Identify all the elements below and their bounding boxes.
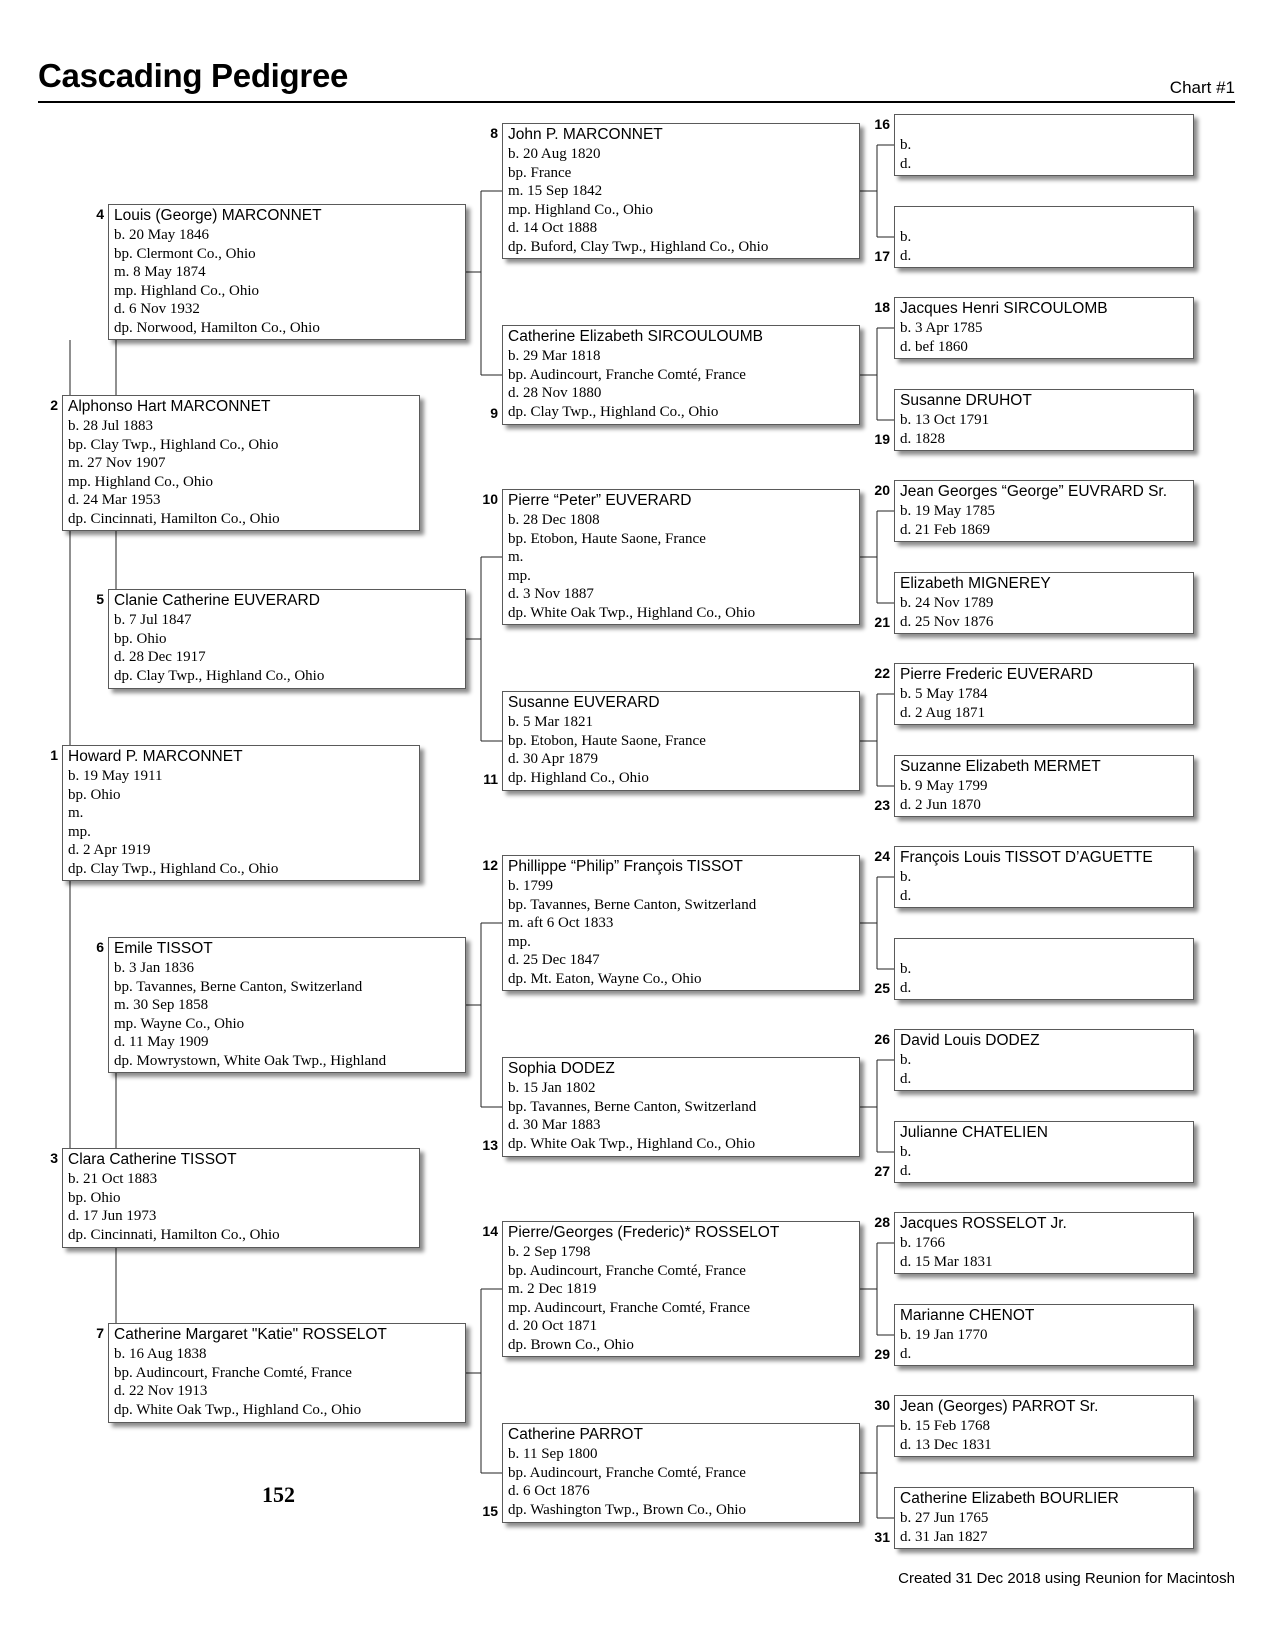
person-detail-line: bp. Etobon, Haute Saone, France [508, 530, 706, 547]
person-box-22 [894, 663, 1194, 725]
person-detail-line: b. 1799 [508, 878, 553, 894]
person-number: 8 [490, 125, 498, 141]
person-box-26 [894, 1029, 1194, 1091]
person-name: Jean Georges “George” EUVRARD Sr. [900, 483, 1168, 500]
person-detail-line: d. bef 1860 [900, 338, 968, 355]
person-box-17 [894, 206, 1194, 268]
person-number: 20 [874, 482, 890, 498]
person-number: 2 [50, 397, 58, 413]
person-detail-line: b. 1766 [900, 1235, 945, 1251]
person-box-20 [894, 480, 1194, 542]
person-detail-line: bp. Audincourt, Franche Comté, France [508, 1262, 746, 1279]
person-name: Clanie Catherine EUVERARD [114, 592, 320, 609]
person-detail-line: b. [900, 1144, 912, 1160]
person-detail-line: b. 19 May 1911 [68, 768, 163, 784]
person-detail-line: m. aft 6 Oct 1833 [508, 915, 614, 931]
person-name: John P. MARCONNET [508, 126, 663, 143]
person-detail-line: dp. Cincinnati, Hamilton Co., Ohio [68, 1226, 280, 1243]
person-number: 6 [96, 939, 104, 955]
person-name: François Louis TISSOT D’AGUETTE [900, 849, 1153, 866]
person-detail-line: b. [900, 229, 912, 245]
person-detail-line: dp. Washington Twp., Brown Co., Ohio [508, 1501, 747, 1518]
person-detail-line: b. [900, 137, 912, 153]
person-detail-line: d. 28 Dec 1917 [114, 649, 206, 665]
person-box-10 [502, 489, 860, 625]
person-detail-line: m. 27 Nov 1907 [68, 455, 166, 471]
person-number: 5 [96, 591, 104, 607]
person-detail-line: d. 2 Apr 1919 [68, 842, 151, 858]
person-detail-line: mp. [68, 823, 91, 840]
person-box-19 [894, 389, 1194, 451]
person-name [900, 208, 1188, 228]
page-number: 152 [262, 1482, 295, 1507]
person-number: 16 [874, 116, 890, 132]
person-detail-line: d. 17 Jun 1973 [68, 1208, 157, 1224]
person-box-7 [108, 1323, 466, 1423]
person-detail-line: bp. France [508, 164, 572, 181]
person-detail-line: bp. Etobon, Haute Saone, France [508, 732, 706, 749]
person-name: Emile TISSOT [114, 940, 213, 957]
person-name: Catherine Margaret "Katie" ROSSELOT [114, 1326, 387, 1343]
person-name: Pierre Frederic EUVERARD [900, 666, 1093, 683]
person-detail-line: d. [900, 1162, 912, 1179]
person-detail-line: bp. Clay Twp., Highland Co., Ohio [68, 436, 279, 453]
person-detail-line: d. 25 Dec 1847 [508, 952, 600, 968]
person-number: 25 [874, 980, 890, 996]
person-number: 22 [874, 665, 890, 681]
person-number: 12 [482, 857, 498, 873]
person-number: 1 [50, 747, 58, 763]
person-detail-line: b. 3 Jan 1836 [114, 960, 194, 976]
person-box-6 [108, 937, 466, 1073]
person-detail-line: dp. Clay Twp., Highland Co., Ohio [114, 667, 325, 684]
person-box-13 [502, 1057, 860, 1157]
person-name: Marianne CHENOT [900, 1307, 1035, 1324]
person-name [900, 116, 1188, 136]
person-detail-line: dp. Buford, Clay Twp., Highland Co., Ohio [508, 238, 769, 255]
person-detail-line: d. [900, 1070, 912, 1087]
person-detail-line: d. [900, 887, 912, 904]
person-detail-line: b. 15 Feb 1768 [900, 1418, 990, 1434]
person-detail-line: dp. Cincinnati, Hamilton Co., Ohio [68, 510, 280, 527]
person-number: 3 [50, 1150, 58, 1166]
person-box-27 [894, 1121, 1194, 1183]
person-name [900, 940, 1188, 960]
person-number: 10 [482, 491, 498, 507]
person-detail-line: d. 25 Nov 1876 [900, 613, 994, 630]
person-name: Sophia DODEZ [508, 1060, 615, 1077]
person-detail-line: b. [900, 1052, 912, 1068]
person-detail-line: mp. Highland Co., Ohio [68, 473, 213, 490]
person-number: 26 [874, 1031, 890, 1047]
person-detail-line: d. 14 Oct 1888 [508, 220, 598, 236]
person-name: Clara Catherine TISSOT [68, 1151, 237, 1168]
person-name: Louis (George) MARCONNET [114, 207, 322, 224]
person-number: 31 [874, 1529, 890, 1545]
person-box-16 [894, 114, 1194, 176]
person-box-11 [502, 691, 860, 791]
person-box-18 [894, 297, 1194, 359]
person-detail-line: mp. Wayne Co., Ohio [114, 1015, 245, 1032]
person-box-15 [502, 1423, 860, 1523]
person-detail-line: dp. Clay Twp., Highland Co., Ohio [508, 403, 719, 420]
person-box-9 [502, 325, 860, 425]
person-number: 17 [874, 248, 890, 264]
person-detail-line: b. 7 Jul 1847 [114, 612, 192, 628]
person-box-2 [62, 395, 420, 531]
person-detail-line: b. 28 Dec 1808 [508, 512, 600, 528]
person-detail-line: dp. Norwood, Hamilton Co., Ohio [114, 319, 320, 336]
person-detail-line: b. 19 Jan 1770 [900, 1327, 988, 1343]
person-number: 9 [490, 405, 498, 421]
person-detail-line: mp. [508, 933, 531, 950]
person-number: 14 [482, 1223, 498, 1239]
person-detail-line: d. 3 Nov 1887 [508, 586, 594, 602]
person-detail-line: d. 11 May 1909 [114, 1034, 209, 1050]
person-detail-line: dp. White Oak Twp., Highland Co., Ohio [114, 1401, 362, 1418]
person-name: Jean (Georges) PARROT Sr. [900, 1398, 1099, 1415]
person-detail-line: mp. [508, 567, 531, 584]
person-name: Pierre “Peter” EUVERARD [508, 492, 692, 509]
person-detail-line: dp. White Oak Twp., Highland Co., Ohio [508, 1135, 756, 1152]
person-detail-line: b. 19 May 1785 [900, 503, 995, 519]
person-detail-line: m. 15 Sep 1842 [508, 183, 603, 199]
person-detail-line: d. 20 Oct 1871 [508, 1318, 598, 1334]
person-box-30 [894, 1395, 1194, 1457]
person-detail-line: d. 31 Jan 1827 [900, 1528, 988, 1545]
person-detail-line: dp. Clay Twp., Highland Co., Ohio [68, 860, 279, 877]
person-detail-line: dp. Mowrystown, White Oak Twp., Highland [114, 1052, 387, 1069]
person-box-24 [894, 846, 1194, 908]
person-detail-line: d. 2 Aug 1871 [900, 704, 986, 721]
chart-number: Chart #1 [1169, 78, 1235, 97]
person-box-1 [62, 745, 420, 881]
person-detail-line: dp. Highland Co., Ohio [508, 769, 649, 786]
person-box-29 [894, 1304, 1194, 1366]
person-box-25 [894, 938, 1194, 1000]
person-box-23 [894, 755, 1194, 817]
person-detail-line: dp. White Oak Twp., Highland Co., Ohio [508, 604, 756, 621]
person-detail-line: bp. Tavannes, Berne Canton, Switzerland [508, 1098, 757, 1115]
person-box-5 [108, 589, 466, 689]
person-detail-line: bp. Tavannes, Berne Canton, Switzerland [114, 978, 363, 995]
person-detail-line: b. 2 Sep 1798 [508, 1244, 591, 1260]
person-number: 24 [874, 848, 890, 864]
person-box-14 [502, 1221, 860, 1357]
person-name: Susanne DRUHOT [900, 392, 1032, 409]
person-detail-line: m. 8 May 1874 [114, 264, 206, 280]
person-detail-line: m. [508, 549, 524, 565]
person-box-3 [62, 1148, 420, 1248]
person-detail-line: b. 20 May 1846 [114, 227, 209, 243]
person-detail-line: bp. Ohio [68, 786, 121, 803]
person-detail-line: b. 5 May 1784 [900, 686, 988, 702]
person-number: 4 [96, 206, 104, 222]
person-number: 15 [482, 1503, 498, 1519]
person-number: 27 [874, 1163, 890, 1179]
person-name: David Louis DODEZ [900, 1032, 1040, 1049]
person-detail-line: bp. Audincourt, Franche Comté, France [508, 1464, 746, 1481]
person-number: 11 [483, 771, 498, 787]
person-detail-line: mp. Highland Co., Ohio [508, 201, 653, 218]
person-number: 18 [874, 299, 890, 315]
person-box-12 [502, 855, 860, 991]
person-detail-line: d. 2 Jun 1870 [900, 796, 981, 813]
person-detail-line: b. 15 Jan 1802 [508, 1080, 596, 1096]
person-detail-line: b. [900, 961, 912, 977]
person-detail-line: d. 21 Feb 1869 [900, 521, 990, 538]
person-detail-line: b. 13 Oct 1791 [900, 412, 990, 428]
person-detail-line: bp. Ohio [68, 1189, 121, 1206]
person-detail-line: bp. Audincourt, Franche Comté, France [114, 1364, 352, 1381]
person-detail-line: b. 29 Mar 1818 [508, 348, 601, 364]
person-name: Suzanne Elizabeth MERMET [900, 758, 1101, 775]
footer-credit: Created 31 Dec 2018 using Reunion for Macintosh [898, 1570, 1235, 1587]
person-detail-line: b. 24 Nov 1789 [900, 595, 994, 611]
person-detail-line: b. 9 May 1799 [900, 778, 988, 794]
person-number: 29 [874, 1346, 890, 1362]
person-name: Catherine PARROT [508, 1426, 643, 1443]
person-detail-line: d. 15 Mar 1831 [900, 1253, 993, 1270]
person-detail-line: bp. Ohio [114, 630, 167, 647]
person-detail-line: d. 24 Mar 1953 [68, 492, 161, 508]
person-detail-line: d. [900, 155, 912, 172]
person-detail-line: bp. Tavannes, Berne Canton, Switzerland [508, 896, 757, 913]
person-detail-line: b. 5 Mar 1821 [508, 714, 593, 730]
person-box-21 [894, 572, 1194, 634]
person-number: 13 [482, 1137, 498, 1153]
person-detail-line: d. 28 Nov 1880 [508, 385, 602, 401]
person-detail-line: mp. Audincourt, Franche Comté, France [508, 1299, 751, 1316]
person-detail-line: d. 6 Nov 1932 [114, 301, 200, 317]
person-name: Susanne EUVERARD [508, 694, 660, 711]
person-detail-line: b. 20 Aug 1820 [508, 146, 601, 162]
person-detail-line: m. 30 Sep 1858 [114, 997, 209, 1013]
person-name: Pierre/Georges (Frederic)* ROSSELOT [508, 1224, 780, 1241]
person-number: 30 [874, 1397, 890, 1413]
person-detail-line: m. 2 Dec 1819 [508, 1281, 597, 1297]
person-number: 23 [874, 797, 890, 813]
person-detail-line: bp. Audincourt, Franche Comté, France [508, 366, 746, 383]
person-detail-line: bp. Clermont Co., Ohio [114, 245, 256, 262]
person-number: 28 [874, 1214, 890, 1230]
person-detail-line: d. 30 Mar 1883 [508, 1117, 601, 1133]
person-detail-line: b. 21 Oct 1883 [68, 1171, 158, 1187]
person-name: Julianne CHATELIEN [900, 1124, 1048, 1141]
person-detail-line: d. 6 Oct 1876 [508, 1483, 590, 1499]
page-title: Cascading Pedigree [38, 57, 349, 94]
person-box-28 [894, 1212, 1194, 1274]
person-name: Catherine Elizabeth SIRCOULOUMB [508, 328, 763, 345]
person-box-4 [108, 204, 466, 340]
person-detail-line: b. 28 Jul 1883 [68, 418, 154, 434]
person-detail-line: b. 16 Aug 1838 [114, 1346, 207, 1362]
person-number: 19 [874, 431, 890, 447]
person-detail-line: d. [900, 979, 912, 996]
person-detail-line: mp. Highland Co., Ohio [114, 282, 259, 299]
person-detail-line: d. 22 Nov 1913 [114, 1383, 208, 1399]
person-name: Howard P. MARCONNET [68, 748, 243, 765]
person-detail-line: d. 1828 [900, 430, 945, 447]
person-detail-line: m. [68, 805, 84, 821]
person-name: Phillippe “Philip” François TISSOT [508, 858, 743, 875]
person-detail-line: b. 27 Jun 1765 [900, 1510, 989, 1526]
person-detail-line: dp. Brown Co., Ohio [508, 1336, 634, 1353]
person-detail-line: dp. Mt. Eaton, Wayne Co., Ohio [508, 970, 702, 987]
person-detail-line: d. 13 Dec 1831 [900, 1436, 992, 1453]
person-name: Jacques Henri SIRCOULOMB [900, 300, 1108, 317]
person-box-31 [894, 1487, 1194, 1549]
person-detail-line: d. [900, 247, 912, 264]
person-name: Catherine Elizabeth BOURLIER [900, 1490, 1119, 1507]
person-name: Alphonso Hart MARCONNET [68, 398, 271, 415]
person-number: 21 [874, 614, 890, 630]
person-detail-line: d. [900, 1345, 912, 1362]
person-name: Elizabeth MIGNEREY [900, 575, 1051, 592]
person-number: 7 [96, 1325, 104, 1341]
person-detail-line: d. 30 Apr 1879 [508, 751, 598, 767]
person-name: Jacques ROSSELOT Jr. [900, 1215, 1067, 1232]
person-detail-line: b. [900, 869, 912, 885]
person-detail-line: b. 3 Apr 1785 [900, 320, 983, 336]
person-box-8 [502, 123, 860, 259]
person-detail-line: b. 11 Sep 1800 [508, 1446, 598, 1462]
